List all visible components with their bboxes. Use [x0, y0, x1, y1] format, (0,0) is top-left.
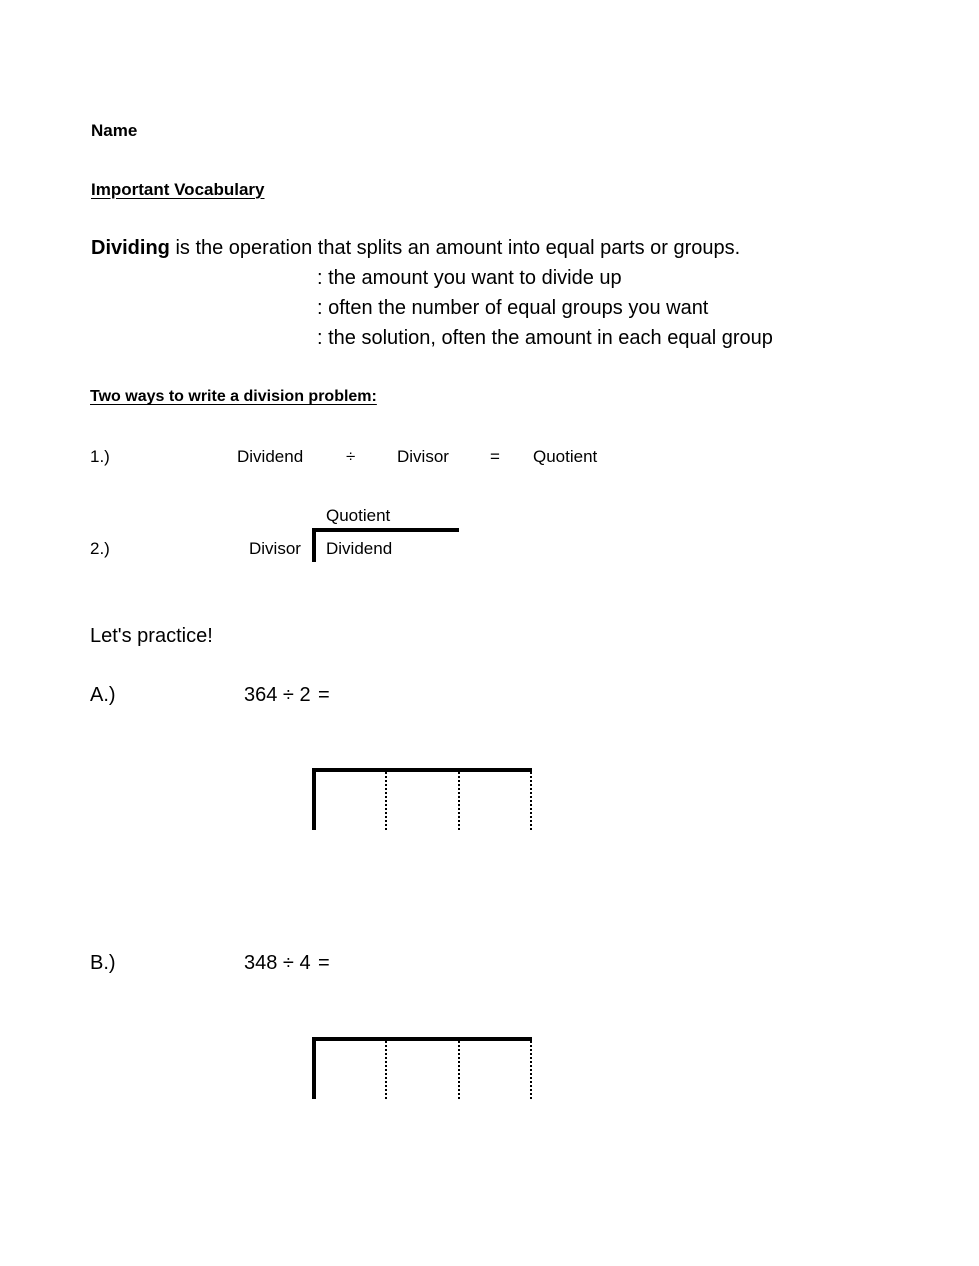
two-ways-heading: Two ways to write a division problem: [90, 388, 377, 405]
problem-b-label: B.) [90, 952, 116, 974]
problem-a-equals: = [318, 684, 330, 706]
problem-b-place-divider [530, 1041, 532, 1099]
problem-b-place-divider [458, 1041, 460, 1099]
practice-heading: Let's practice! [90, 625, 213, 647]
quotient-definition: : the solution, often the amount in each equal group [317, 327, 773, 349]
problem-a-label: A.) [90, 684, 116, 706]
way2-quotient: Quotient [326, 506, 391, 525]
dividing-definition-line [91, 238, 740, 258]
divisor-definition: : often the number of equal groups you want [317, 297, 709, 319]
name-label: Name [91, 121, 138, 140]
problem-a-answer-box [312, 768, 532, 830]
dividing-definition: is the operation that splits an amount into equal parts or groups. [169, 237, 741, 259]
vocabulary-heading: Important Vocabulary [91, 180, 265, 199]
problem-a-place-divider [385, 772, 387, 830]
way2-dividend: Dividend [326, 539, 393, 558]
problem-a-expression: 364 ÷ 2 [244, 684, 311, 706]
problem-a-place-divider [530, 772, 532, 830]
dividend-definition: : the amount you want to divide up [317, 267, 622, 289]
problem-a-place-divider [458, 772, 460, 830]
way1-number: 1.) [90, 447, 110, 466]
way1-equals-sign: = [490, 447, 500, 466]
way1-dividend: Dividend [237, 447, 304, 466]
way2-divisor: Divisor [249, 539, 301, 558]
problem-b-place-divider [385, 1041, 387, 1099]
way2-number: 2.) [90, 539, 110, 558]
problem-b-expression: 348 ÷ 4 [244, 952, 311, 974]
problem-b-equals: = [318, 952, 330, 974]
dividing-term: Dividing [91, 237, 170, 259]
way1-divisor: Divisor [397, 447, 449, 466]
way1-divide-sign: ÷ [346, 447, 356, 466]
problem-b-answer-box [312, 1037, 532, 1099]
way1-quotient: Quotient [533, 447, 598, 466]
